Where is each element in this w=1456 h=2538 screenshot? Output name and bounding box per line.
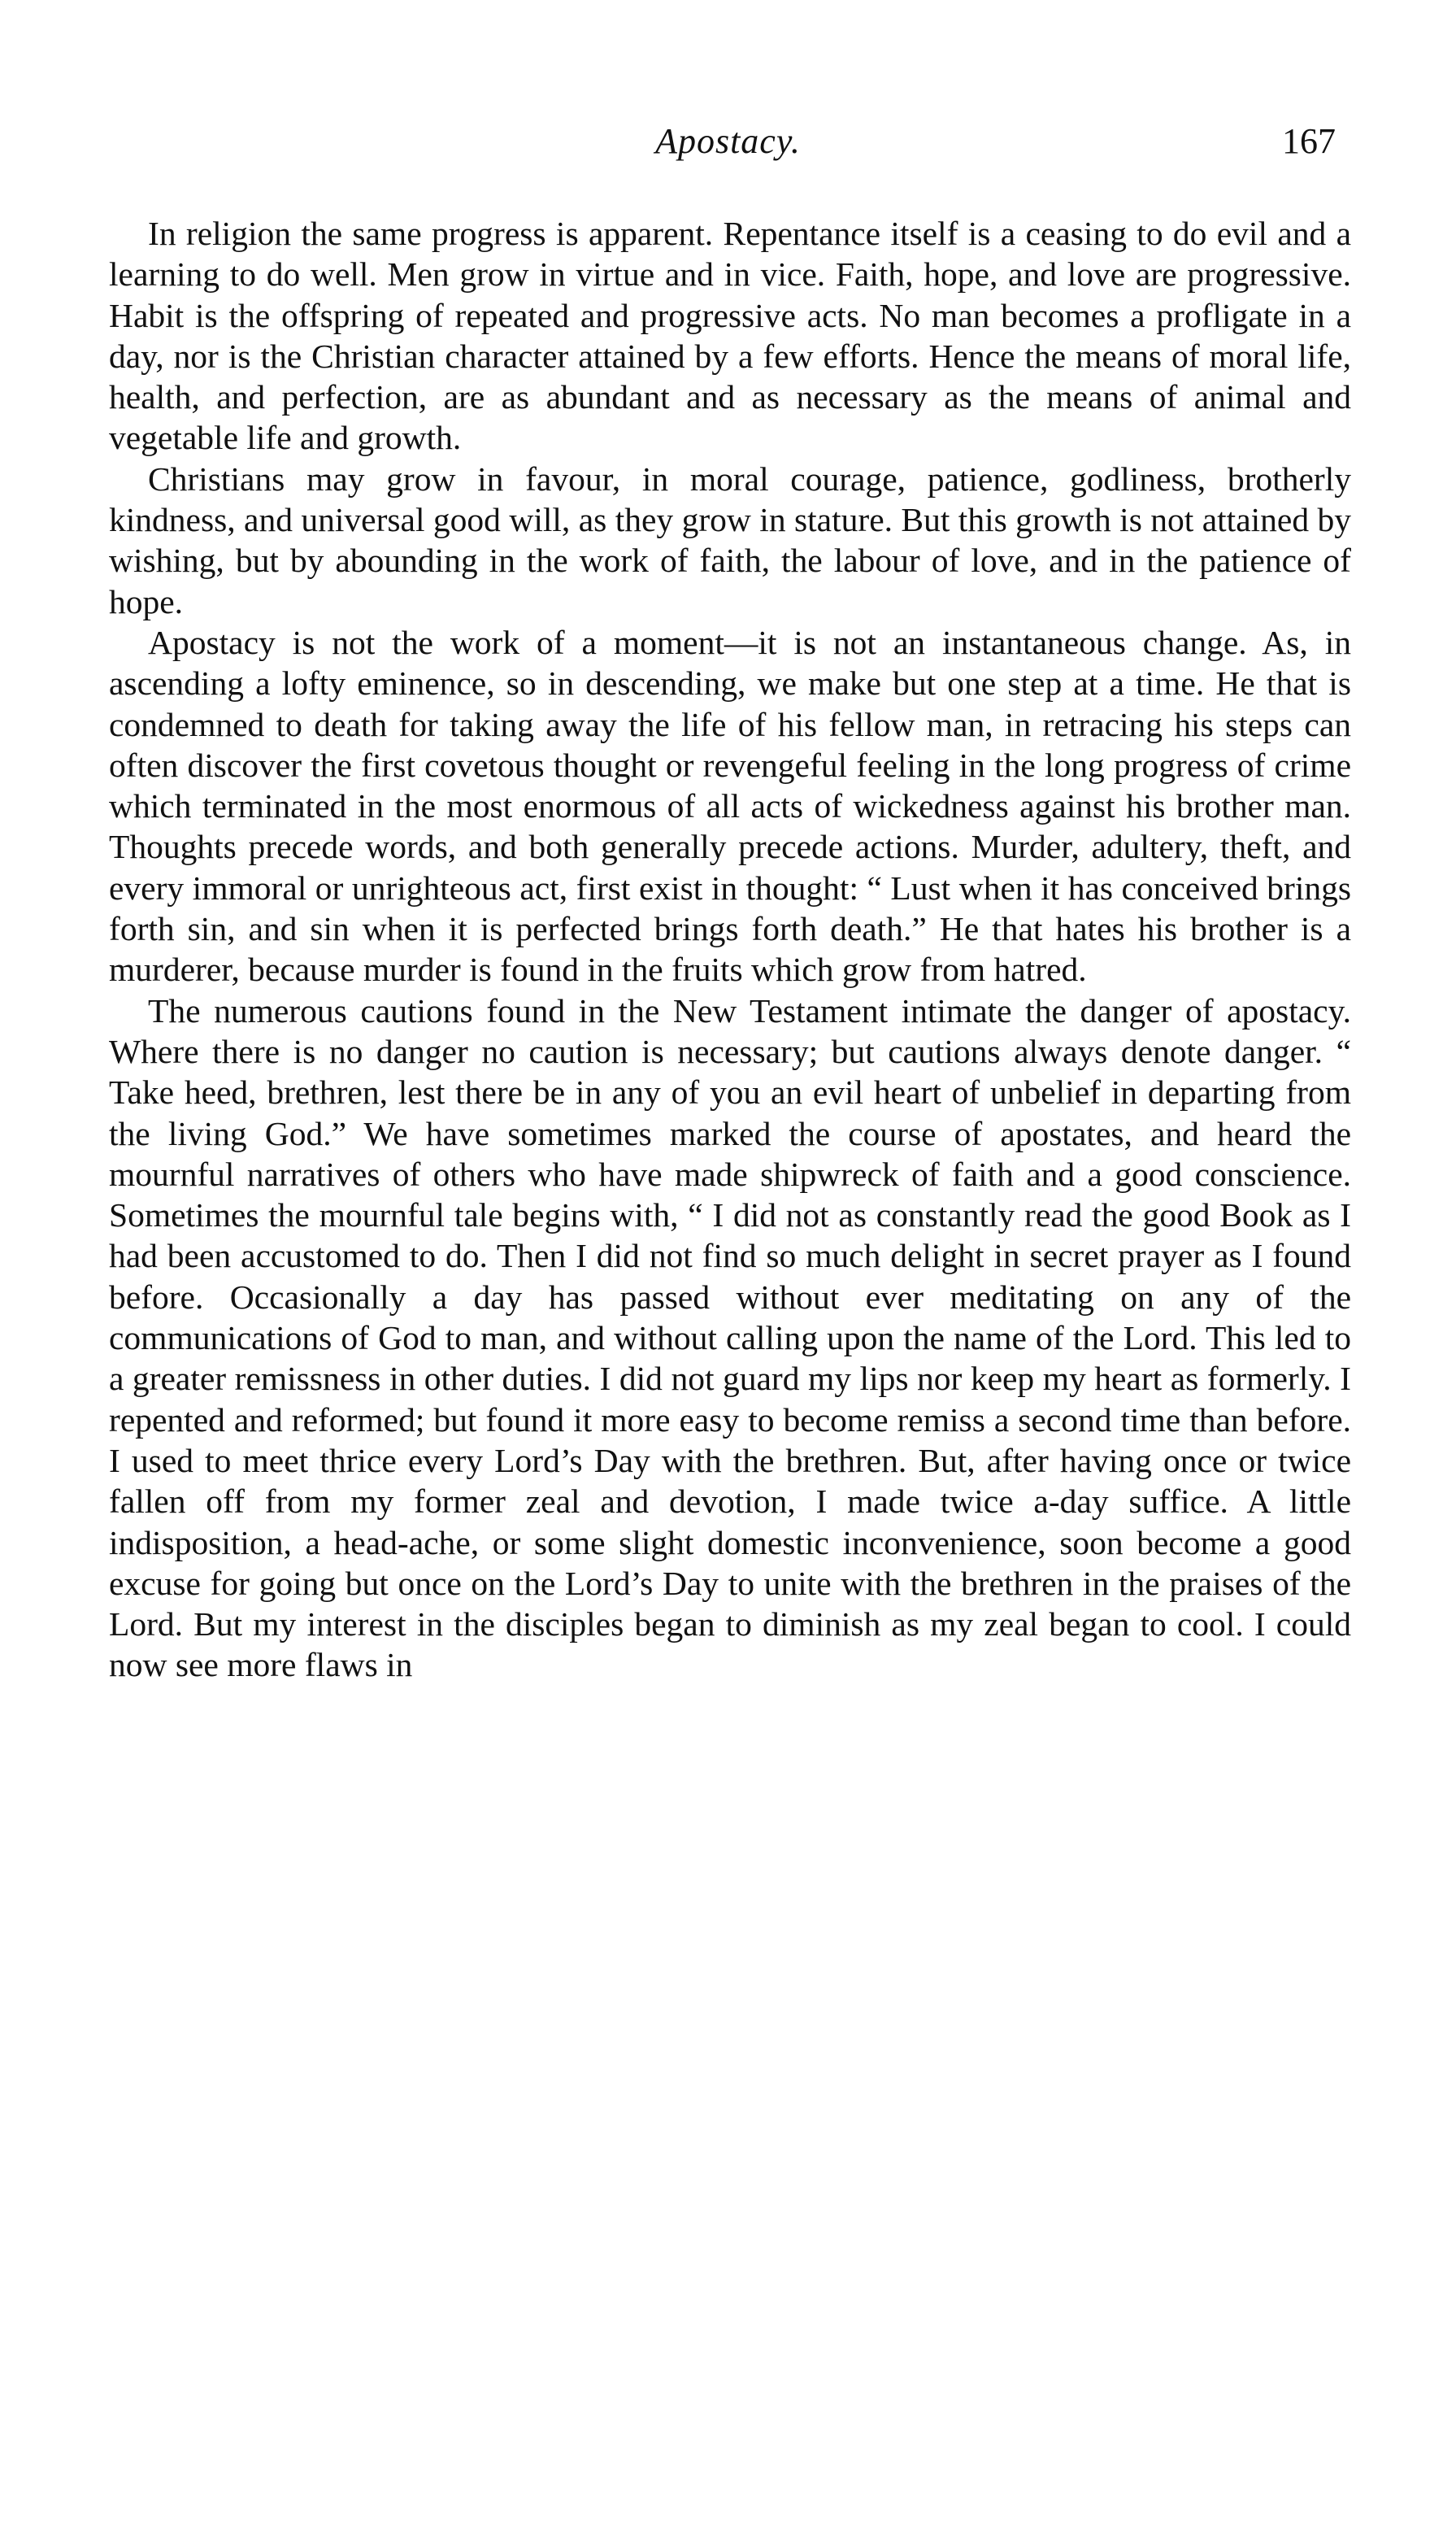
paragraph-progress-in-religion: In religion the same progress is apparent. Repentance itself is a ceasing to do evil and a learning to do well. Men grow in virtue and in vice. Faith, hope, and love are progressive. Habit is the offspring of repeated and progressive acts. No man becomes a profligate in a day, nor is the Christian character attained by a few efforts. Hence the means of moral life, health, and perfection, are as abundant and as necessary as the means of animal and vegetable life and growth. [109, 215, 1351, 457]
paragraph-christian-growth: Christians may grow in favour, in moral courage, patience, godliness, brotherly kindness, and universal good will, as they grow in stature. But this growth is not attained by wishing, but by abounding in the work of faith, the labour of love, and in the patience of hope. [109, 459, 1351, 620]
paragraph-apostacy-gradual: Apostacy is not the work of a moment—it is not an instantaneous change. As, in ascending a lofty eminence, so in descending, we make but one step at a time. He that is condemned to death for taking away the life of his fellow man, in retracing his steps can often discover the first covetous thought or revengeful feeling in the long progress of crime which terminated in the most enormous of all acts of wickedness against his brother man. Thoughts precede words, and both generally precede actions. Murder, adultery, theft, and every immoral or unrighteous act, first exist in thought: “ Lust when it has conceived brings forth sin, and sin when it is perfected brings forth death.” He that hates his brother is a murderer, because murder is found in the fruits which grow from hatred. [109, 623, 1351, 989]
paragraph-cautions: The numerous cautions found in the New Testament intimate the danger of apostacy. Where there is no danger no caution is necessary; but cautions always denote danger. “ Take heed, brethren, lest there be in any of you an evil heart of unbelief in departing from the living God.” We have sometimes marked the course of apostates, and heard the mournful narratives of others who have made shipwreck of faith and a good conscience. Sometimes the mournful tale begins with, “ I did not as constantly read the good Book as I had been accustomed to do. Then I did not find so much delight in secret prayer as I found before. Occasionally a day has passed without ever meditating on any of the communications of God to man, and without calling upon the name of the Lord. This led to a greater remissness in other duties. I did not guard my lips nor keep my heart as formerly. I repented and reformed; but found it more easy to become remiss a second time than before. I used to meet thrice every Lord’s Day with the brethren. But, after having once or twice fallen off from my former zeal and devotion, I made twice a-day suffice. A little indisposition, a head-ache, or some slight domestic inconvenience, soon become a good excuse for going but once on the Lord’s Day to unite with the brethren in the praises of the Lord. But my interest in the disciples began to diminish as my zeal began to cool. I could now see more flaws in [109, 991, 1351, 1684]
body-text [109, 213, 1351, 1686]
page-number: 167 [1282, 121, 1336, 161]
running-head [0, 120, 1456, 169]
running-title: Apostacy. [655, 121, 801, 161]
